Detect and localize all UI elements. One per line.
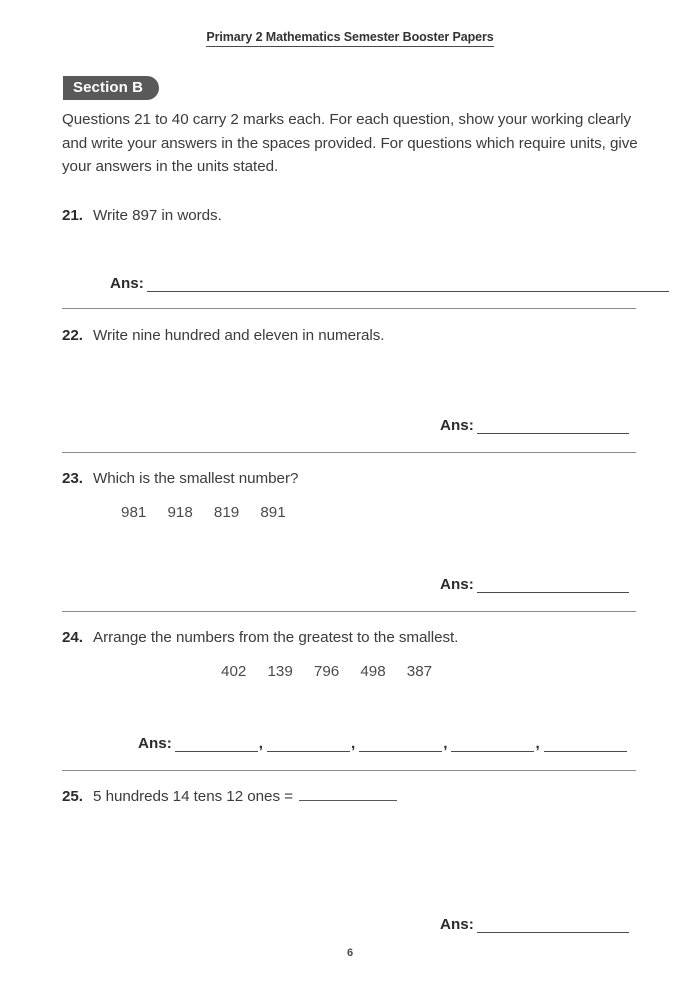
answer-row-23 [440, 577, 629, 593]
answer-blank-24-5[interactable] [544, 739, 627, 752]
question-24-text: Arrange the numbers from the greatest to the smallest. [93, 629, 459, 646]
question-separator-23 [62, 611, 636, 612]
answer-blank-21-1[interactable] [147, 279, 669, 292]
question-23-number: 23. [62, 470, 83, 487]
answer-blank-22-1[interactable] [477, 421, 629, 434]
question-24-line [62, 627, 636, 648]
question-23-line [62, 468, 636, 489]
question-24-number: 24. [62, 629, 83, 646]
answer-blank-23-1[interactable] [477, 580, 629, 593]
question-22 [62, 325, 636, 346]
question-22-number: 22. [62, 327, 83, 344]
answer-separator-comma: , [350, 735, 356, 752]
question-separator-21 [62, 308, 636, 309]
question-24-numbers: 402 139 796 498 387 [221, 663, 433, 681]
question-25-inline-blank[interactable] [299, 800, 397, 801]
question-separator-24 [62, 770, 636, 771]
answer-separator-comma: , [258, 735, 263, 752]
question-25-number: 25. [62, 788, 83, 805]
answer-blank-24-3[interactable] [359, 739, 442, 752]
question-separator-22 [62, 452, 636, 453]
question-25-text [93, 786, 636, 807]
question-25 [62, 786, 636, 807]
question-21-number: 21. [62, 207, 83, 224]
answer-row-25 [440, 917, 629, 933]
section-instructions: Questions 21 to 40 carry 2 marks each. For each question, show your working clearly and write your answers in the spaces provided. For questions which require units, give your answers in the units stated. [62, 111, 638, 176]
answer-blank-25-1[interactable] [477, 920, 629, 933]
page-header [0, 28, 700, 47]
answer-blank-24-4[interactable] [451, 739, 534, 752]
question-23-text: Which is the smallest number? [93, 470, 299, 487]
answer-label-21: Ans: [110, 275, 144, 292]
answer-label-24: Ans: [138, 735, 172, 752]
answer-blank-24-1[interactable] [175, 739, 258, 752]
answer-label-25: Ans: [440, 916, 474, 933]
question-22-text: Write nine hundred and eleven in numerals. [93, 327, 385, 344]
answer-separator-comma: , [443, 735, 448, 752]
answer-row-24 [138, 736, 627, 752]
question-24 [62, 627, 636, 680]
section-badge: Section B [63, 76, 159, 100]
answer-label-22: Ans: [440, 417, 474, 434]
question-25-text-label: 5 hundreds 14 tens 12 ones = [93, 788, 293, 805]
question-21 [62, 205, 636, 226]
answer-row-22 [440, 418, 629, 434]
answer-separator-comma: , [535, 735, 540, 752]
question-21-text: Write 897 in words. [93, 207, 222, 224]
page-header-title: Primary 2 Mathematics Semester Booster Papers [206, 30, 493, 47]
question-21-line [62, 205, 636, 226]
question-23-numbers: 981 918 819 891 [121, 504, 286, 522]
answer-row-21 [110, 276, 669, 292]
question-23 [62, 468, 636, 521]
answer-blank-24-2[interactable] [267, 739, 350, 752]
page-number: 6 [346, 947, 354, 959]
question-25-line [62, 786, 636, 807]
answer-label-23: Ans: [440, 576, 474, 593]
question-22-line [62, 325, 636, 346]
